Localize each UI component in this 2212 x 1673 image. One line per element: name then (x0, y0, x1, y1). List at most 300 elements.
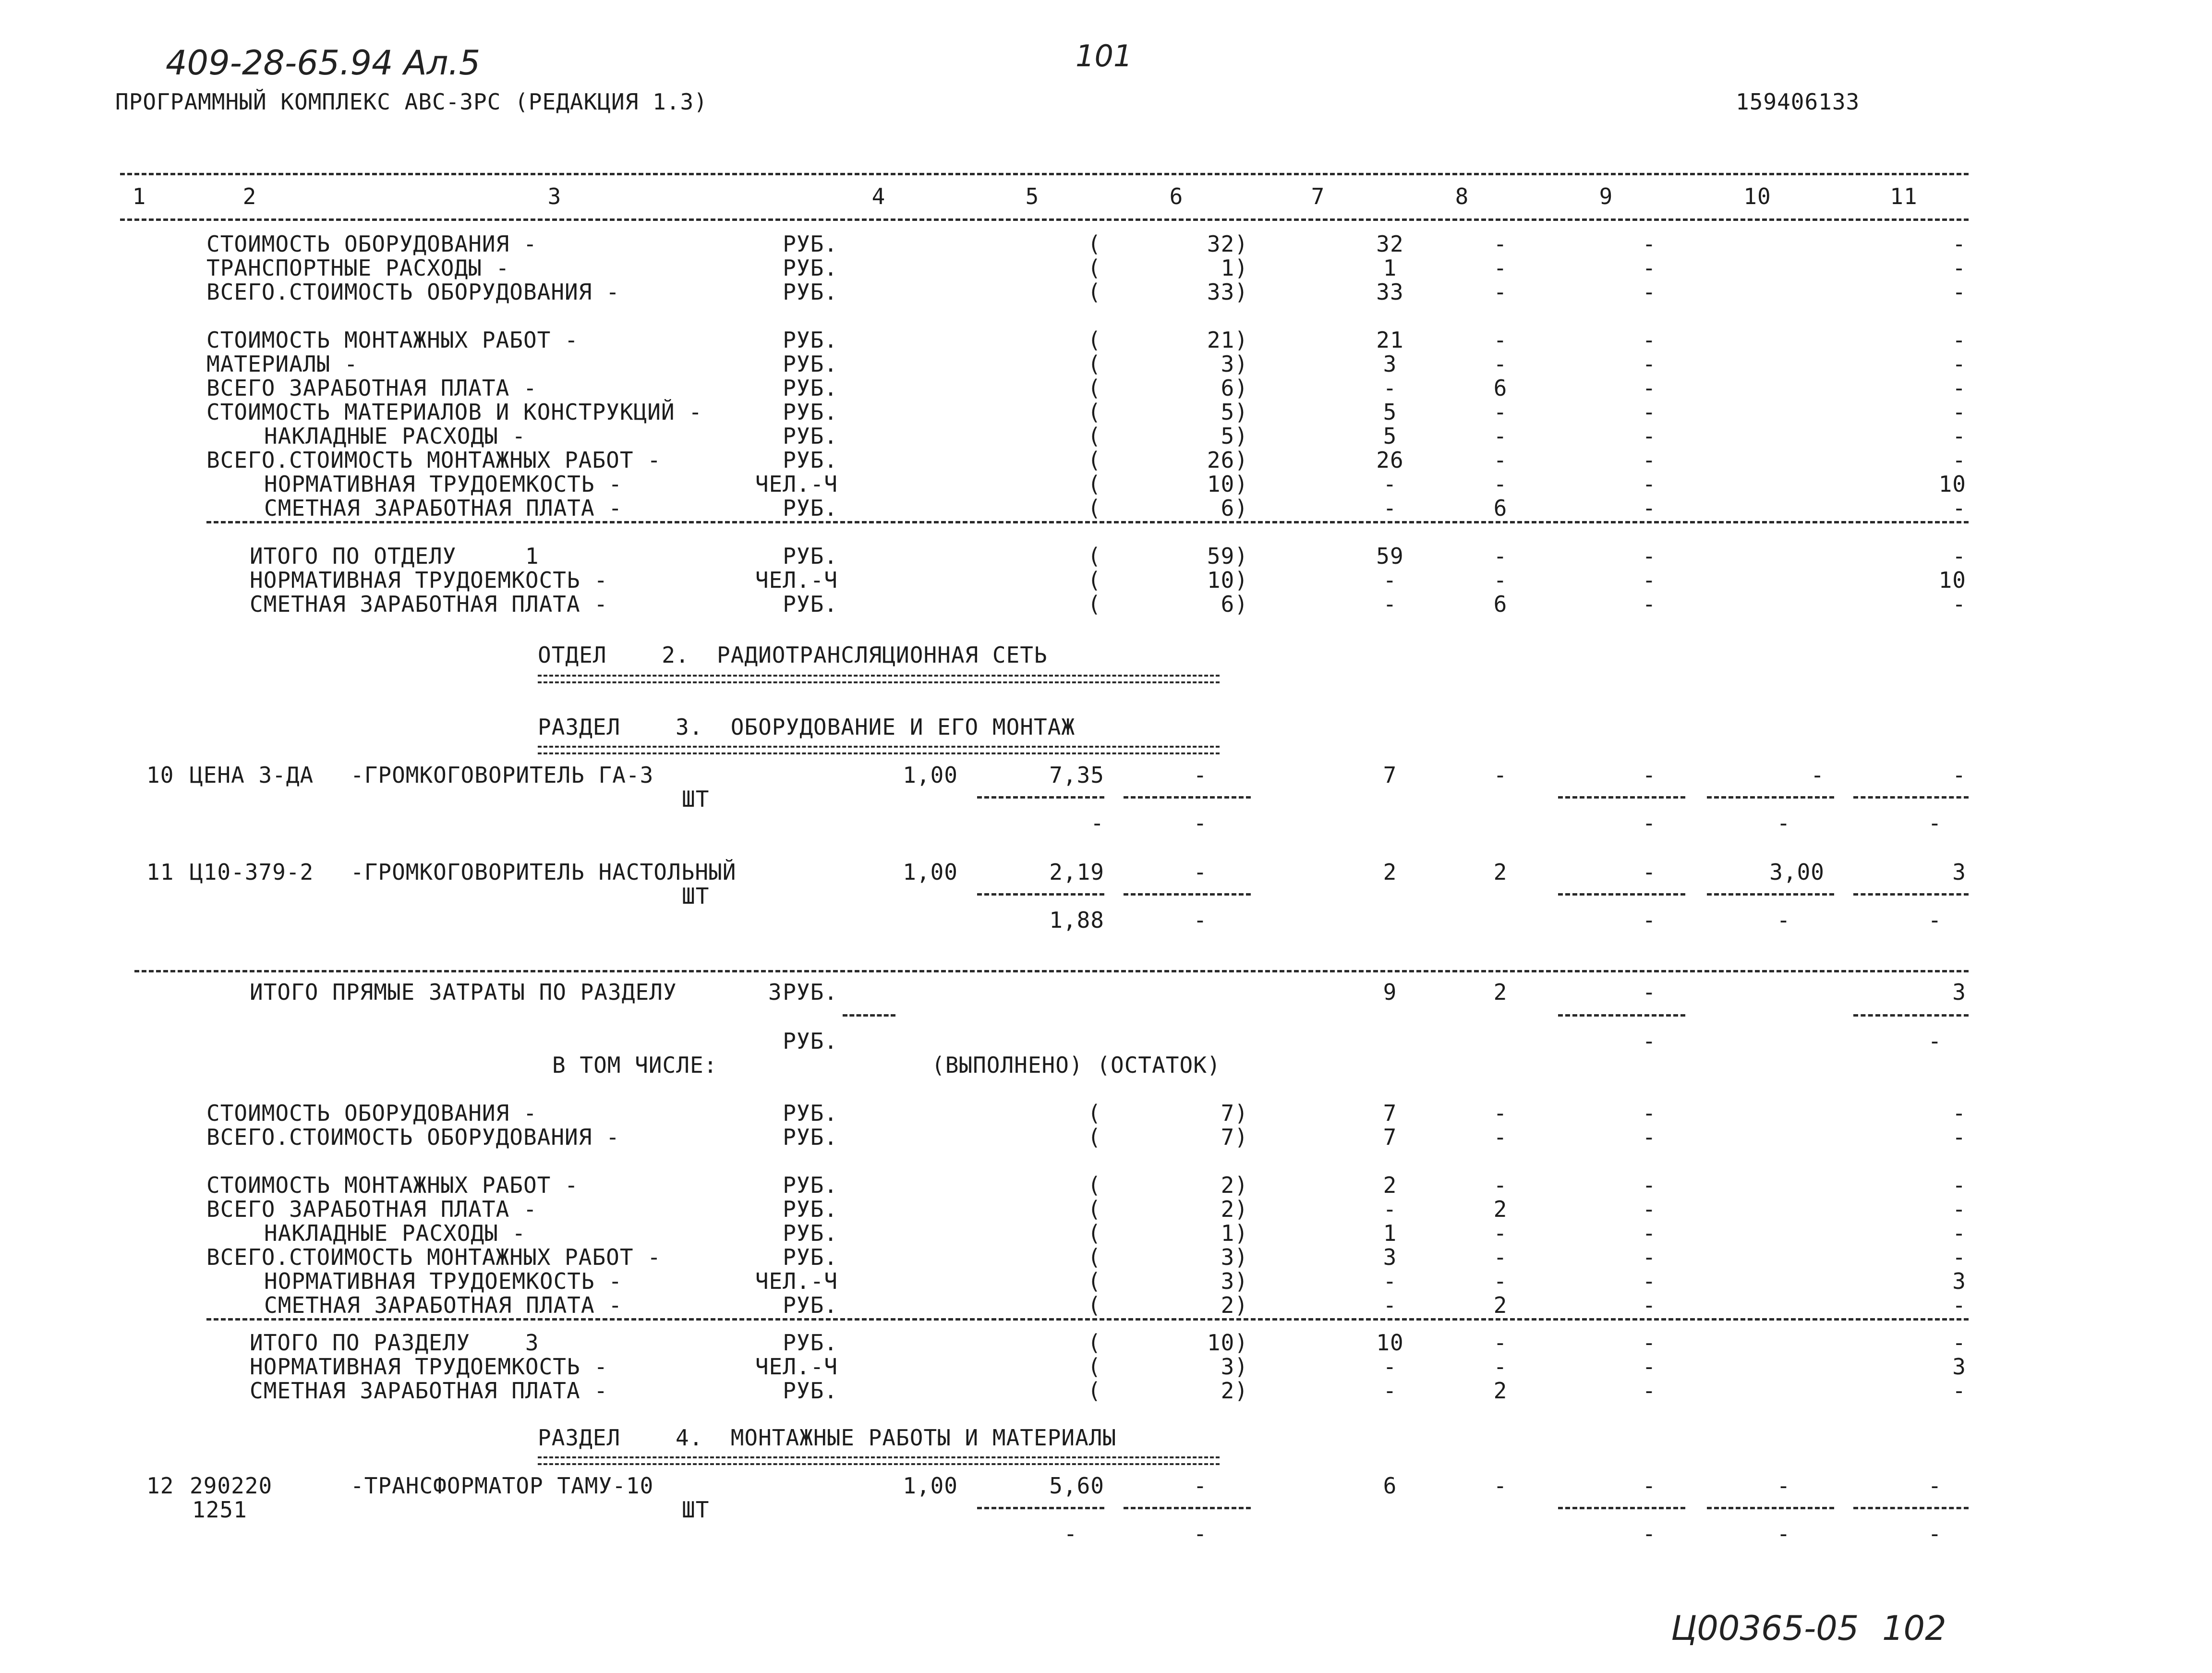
summary-row-col8: - (1493, 255, 1508, 281)
summary-row-col9: - (1642, 543, 1656, 569)
item-col9-rule (1558, 796, 1685, 799)
summary-row-unit: РУБ. (783, 1124, 838, 1150)
item-12-col11-second: - (1928, 1521, 1942, 1547)
summary-row-col6: 2) (1221, 1292, 1248, 1318)
summary-row-label: ИТОГО ПО ОТДЕЛУ 1 (250, 543, 539, 569)
item-12-col10-rule (1707, 1507, 1834, 1509)
item-col10-second: - (1777, 907, 1791, 933)
item-12-col11: - (1928, 1473, 1942, 1499)
direct-costs-label: ИТОГО ПРЯМЫЕ ЗАТРАТЫ ПО РАЗДЕЛУ (250, 979, 677, 1005)
in-that-number-label: В ТОМ ЧИСЛЕ: (552, 1052, 718, 1078)
item-col9-second: - (1642, 907, 1656, 933)
summary-row-unit: РУБ. (783, 495, 838, 521)
item-col8: 2 (1493, 859, 1508, 885)
item-col11: - (1952, 762, 1966, 788)
summary-row-col9: - (1642, 399, 1656, 425)
summary-row-label: ВСЕГО.СТОИМОСТЬ ОБОРУДОВАНИЯ - (206, 1124, 620, 1150)
summary-row-col8: 6 (1493, 591, 1508, 617)
summary-row-col6: 21) (1207, 327, 1248, 353)
column-header-10: 10 (1743, 183, 1771, 209)
summary-row-col6: 3) (1221, 1354, 1248, 1380)
summary-row-col7: 2 (1383, 1172, 1397, 1198)
summary-row-col8: - (1493, 1172, 1508, 1198)
summary-row-col9: - (1642, 1196, 1656, 1222)
summary-row-col7: 59 (1376, 543, 1404, 569)
column-header-8: 8 (1455, 183, 1469, 209)
item-col9-rule (1558, 893, 1685, 896)
summary-row-col9: - (1642, 1330, 1656, 1356)
item-12-name: -ТРАНСФОРМАТОР ТАМУ-10 (351, 1473, 654, 1499)
razdel-4-underline (538, 1456, 1220, 1465)
summary-row-label: ВСЕГО.СТОИМОСТЬ МОНТАЖНЫХ РАБОТ - (206, 447, 661, 473)
item-12-col8: - (1493, 1473, 1508, 1499)
summary-row-label: НАКЛАДНЫЕ РАСХОДЫ - (264, 423, 526, 449)
handwritten-bottom-page: 102 (1882, 1609, 1946, 1648)
item-price: 2,19 (1049, 859, 1104, 885)
summary-row-label: ВСЕГО.СТОИМОСТЬ ОБОРУДОВАНИЯ - (206, 279, 620, 305)
summary-row-col6: 7) (1221, 1100, 1248, 1126)
summary-row-col6: 3) (1221, 1244, 1248, 1270)
direct-costs-col11-second: - (1928, 1028, 1942, 1054)
summary-row-unit: ЧЕЛ.-Ч (755, 1354, 838, 1380)
summary-row-col11: - (1952, 327, 1966, 353)
item-unit: ШТ (682, 786, 710, 812)
item-col10-rule (1707, 893, 1834, 896)
item-col6: - (1193, 762, 1208, 788)
summary-row-col9: - (1642, 351, 1656, 377)
column-header-9: 9 (1599, 183, 1613, 209)
item-12-col11-rule (1853, 1507, 1969, 1509)
summary-row-paren: ( (1088, 591, 1101, 617)
summary-row-unit: РУБ. (783, 1330, 838, 1356)
header-rule-bottom (120, 218, 1969, 221)
razdel-4-heading: РАЗДЕЛ 4. МОНТАЖНЫЕ РАБОТЫ И МАТЕРИАЛЫ (538, 1425, 1117, 1451)
summary-row-paren: ( (1088, 1124, 1101, 1150)
item-price-rule (977, 893, 1104, 896)
total-rule-2 (206, 1318, 1969, 1321)
summary-row-unit: РУБ. (783, 327, 838, 353)
summary-row-col8: - (1493, 1268, 1508, 1294)
summary-row-label: СМЕТНАЯ ЗАРАБОТНАЯ ПЛАТА - (264, 1292, 623, 1318)
summary-row-col11: - (1952, 495, 1966, 521)
summary-row-unit: РУБ. (783, 1100, 838, 1126)
summary-row-col7: 32 (1376, 231, 1404, 257)
summary-row-col7: 7 (1383, 1100, 1397, 1126)
summary-row-unit: РУБ. (783, 1292, 838, 1318)
summary-row-col7: 7 (1383, 1124, 1397, 1150)
summary-row-col6: 7) (1221, 1124, 1248, 1150)
summary-row-col11: - (1952, 543, 1966, 569)
summary-row-unit: РУБ. (783, 351, 838, 377)
summary-row-paren: ( (1088, 399, 1101, 425)
item-12-col6-rule (1124, 1507, 1251, 1509)
item-code: Ц10-379-2 (190, 859, 314, 885)
summary-row-col6: 32) (1207, 231, 1248, 257)
summary-row-unit: РУБ. (783, 399, 838, 425)
summary-row-col7: - (1383, 1354, 1397, 1380)
column-header-1: 1 (132, 183, 146, 209)
summary-row-paren: ( (1088, 231, 1101, 257)
summary-row-col6: 5) (1221, 399, 1248, 425)
summary-row-col6: 10) (1207, 471, 1248, 497)
summary-row-col11: - (1952, 1172, 1966, 1198)
completed-remaining-label: (ВЫПОЛНЕНО) (ОСТАТОК) (931, 1052, 1221, 1078)
item-12-quantity: 1,00 (903, 1473, 958, 1499)
item-col6-second: - (1193, 907, 1208, 933)
item-number: 11 (146, 859, 174, 885)
direct-costs-col8: 2 (1493, 979, 1508, 1005)
summary-row-col7: 26 (1376, 447, 1404, 473)
summary-row-col7: - (1383, 1196, 1397, 1222)
summary-row-label: НОРМАТИВНАЯ ТРУДОЕМКОСТЬ - (264, 471, 623, 497)
item-col6-rule (1124, 893, 1251, 896)
item-12-col6: - (1193, 1473, 1208, 1499)
summary-row-col7: - (1383, 1378, 1397, 1404)
summary-row-col11: - (1952, 399, 1966, 425)
total-rule-1 (206, 521, 1969, 523)
summary-row-col9: - (1642, 471, 1656, 497)
summary-row-col7: 5 (1383, 399, 1397, 425)
summary-row-col8: - (1493, 1244, 1508, 1270)
header-rule-top (120, 173, 1969, 175)
summary-row-col11: - (1952, 1196, 1966, 1222)
summary-row-unit: РУБ. (783, 1172, 838, 1198)
column-header-11: 11 (1890, 183, 1918, 209)
summary-row-col6: 1) (1221, 255, 1248, 281)
summary-row-col7: 5 (1383, 423, 1397, 449)
item-price-second: - (1090, 810, 1104, 836)
summary-row-col8: - (1493, 1330, 1508, 1356)
column-header-4: 4 (871, 183, 886, 209)
summary-row-col11: 3 (1952, 1354, 1966, 1380)
item-12-col6-second: - (1193, 1521, 1208, 1547)
summary-row-col6: 33) (1207, 279, 1248, 305)
summary-row-col8: 6 (1493, 495, 1508, 521)
summary-row-unit: РУБ. (783, 1220, 838, 1246)
summary-row-col6: 26) (1207, 447, 1248, 473)
summary-row-col6: 6) (1221, 375, 1248, 401)
column-header-2: 2 (242, 183, 257, 209)
summary-row-col7: 3 (1383, 1244, 1397, 1270)
item-col11: 3 (1952, 859, 1966, 885)
summary-row-paren: ( (1088, 255, 1101, 281)
summary-row-col8: - (1493, 543, 1508, 569)
summary-row-col11: - (1952, 423, 1966, 449)
summary-row-label: НОРМАТИВНАЯ ТРУДОЕМКОСТЬ - (264, 1268, 623, 1294)
summary-row-unit: РУБ. (783, 375, 838, 401)
item-col11-rule (1853, 893, 1969, 896)
summary-row-col7: - (1383, 591, 1397, 617)
summary-row-col6: 5) (1221, 423, 1248, 449)
summary-row-paren: ( (1088, 375, 1101, 401)
summary-row-col8: 2 (1493, 1292, 1508, 1318)
summary-row-col11: - (1952, 231, 1966, 257)
summary-row-col7: 21 (1376, 327, 1404, 353)
summary-row-col11: - (1952, 1244, 1966, 1270)
summary-row-col11: - (1952, 447, 1966, 473)
item-12-price-second: - (1064, 1521, 1078, 1547)
summary-row-col11: - (1952, 1100, 1966, 1126)
direct-costs-unit-rule (843, 1014, 895, 1017)
summary-row-unit: РУБ. (783, 591, 838, 617)
summary-row-col7: 3 (1383, 351, 1397, 377)
program-title: ПРОГРАММНЫЙ КОМПЛЕКС АВС-3РС (РЕДАКЦИЯ 1.3) (115, 89, 708, 115)
summary-row-col9: - (1642, 1172, 1656, 1198)
summary-row-col9: - (1642, 1268, 1656, 1294)
summary-row-col9: - (1642, 495, 1656, 521)
handwritten-document-code: 409-28-65.94 Ал.5 (166, 43, 481, 83)
summary-row-col7: - (1383, 495, 1397, 521)
summary-row-col8: 6 (1493, 375, 1508, 401)
summary-row-label: НОРМАТИВНАЯ ТРУДОЕМКОСТЬ - (250, 1354, 608, 1380)
summary-row-label: ИТОГО ПО РАЗДЕЛУ 3 (250, 1330, 539, 1356)
document-number: 159406133 (1736, 89, 1860, 115)
summary-row-paren: ( (1088, 279, 1101, 305)
summary-row-col11: 3 (1952, 1268, 1966, 1294)
column-header-7: 7 (1311, 183, 1325, 209)
summary-row-col9: - (1642, 447, 1656, 473)
item-12-col7: 6 (1383, 1473, 1397, 1499)
summary-row-col7: - (1383, 567, 1397, 593)
summary-row-col6: 2) (1221, 1172, 1248, 1198)
summary-row-unit: ЧЕЛ.-Ч (755, 567, 838, 593)
summary-row-paren: ( (1088, 447, 1101, 473)
razdel-3-underline (538, 746, 1220, 754)
direct-costs-col9: - (1642, 979, 1656, 1005)
summary-row-col9: - (1642, 1378, 1656, 1404)
summary-row-label: СМЕТНАЯ ЗАРАБОТНАЯ ПЛАТА - (250, 591, 608, 617)
summary-row-paren: ( (1088, 567, 1101, 593)
item-12-price: 5,60 (1049, 1473, 1104, 1499)
summary-row-label: ВСЕГО.СТОИМОСТЬ МОНТАЖНЫХ РАБОТ - (206, 1244, 661, 1270)
summary-row-col7: 1 (1383, 1220, 1397, 1246)
item-quantity: 1,00 (903, 762, 958, 788)
summary-row-col9: - (1642, 327, 1656, 353)
item-col8: - (1493, 762, 1508, 788)
summary-row-paren: ( (1088, 327, 1101, 353)
summary-row-paren: ( (1088, 495, 1101, 521)
direct-costs-unit: РУБ. (783, 979, 838, 1005)
summary-row-paren: ( (1088, 1172, 1101, 1198)
item-12-col9: - (1642, 1473, 1656, 1499)
summary-row-paren: ( (1088, 1244, 1101, 1270)
item-12-code: 290220 (190, 1473, 273, 1499)
summary-row-col11: - (1952, 1220, 1966, 1246)
summary-row-paren: ( (1088, 1292, 1101, 1318)
item-col11-second: - (1928, 907, 1942, 933)
summary-row-unit: РУБ. (783, 543, 838, 569)
otdel-2-heading: ОТДЕЛ 2. РАДИОТРАНСЛЯЦИОННАЯ СЕТЬ (538, 642, 1048, 668)
item-col6: - (1193, 859, 1208, 885)
summary-row-paren: ( (1088, 543, 1101, 569)
summary-row-col9: - (1642, 279, 1656, 305)
summary-row-col7: 33 (1376, 279, 1404, 305)
summary-row-paren: ( (1088, 1100, 1101, 1126)
summary-row-unit: ЧЕЛ.-Ч (755, 1268, 838, 1294)
item-price-second: 1,88 (1049, 907, 1104, 933)
summary-row-unit: ЧЕЛ.-Ч (755, 471, 838, 497)
handwritten-page-number: 101 (1076, 38, 1133, 73)
summary-row-paren: ( (1088, 1378, 1101, 1404)
summary-row-unit: РУБ. (783, 1196, 838, 1222)
summary-row-col8: - (1493, 567, 1508, 593)
summary-row-label: ТРАНСПОРТНЫЕ РАСХОДЫ - (206, 255, 510, 281)
item-12-number: 12 (146, 1473, 174, 1499)
summary-row-unit: РУБ. (783, 1244, 838, 1270)
item-col9: - (1642, 859, 1656, 885)
item-quantity: 1,00 (903, 859, 958, 885)
summary-row-label: СМЕТНАЯ ЗАРАБОТНАЯ ПЛАТА - (264, 495, 623, 521)
summary-row-col9: - (1642, 567, 1656, 593)
summary-row-col8: - (1493, 327, 1508, 353)
summary-row-col11: 10 (1938, 567, 1966, 593)
summary-row-label: СТОИМОСТЬ МОНТАЖНЫХ РАБОТ - (206, 1172, 579, 1198)
item-12-col9-second: - (1642, 1521, 1656, 1547)
summary-row-col6: 2) (1221, 1378, 1248, 1404)
item-12-col10: - (1777, 1473, 1791, 1499)
summary-row-col6: 6) (1221, 495, 1248, 521)
summary-row-col8: - (1493, 1100, 1508, 1126)
item-col9: - (1642, 762, 1656, 788)
summary-row-col8: - (1493, 471, 1508, 497)
summary-row-col8: 2 (1493, 1378, 1508, 1404)
summary-row-label: НОРМАТИВНАЯ ТРУДОЕМКОСТЬ - (250, 567, 608, 593)
item-number: 10 (146, 762, 174, 788)
item-col10: 3,00 (1769, 859, 1825, 885)
item-12-col10-second: - (1777, 1521, 1791, 1547)
summary-row-col7: - (1383, 375, 1397, 401)
summary-row-col11: - (1952, 1330, 1966, 1356)
summary-row-col6: 3) (1221, 1268, 1248, 1294)
summary-row-label: ВСЕГО ЗАРАБОТНАЯ ПЛАТА - (206, 1196, 537, 1222)
summary-row-col7: - (1383, 1268, 1397, 1294)
summary-row-col8: - (1493, 399, 1508, 425)
summary-row-paren: ( (1088, 423, 1101, 449)
item-code: ЦЕНА 3-ДА (190, 762, 314, 788)
item-col9-second: - (1642, 810, 1656, 836)
direct-costs-col9-second: - (1642, 1028, 1656, 1054)
summary-row-col8: - (1493, 423, 1508, 449)
summary-row-unit: РУБ. (783, 423, 838, 449)
direct-costs-col11: 3 (1952, 979, 1966, 1005)
summary-row-unit: РУБ. (783, 255, 838, 281)
summary-row-col8: 2 (1493, 1196, 1508, 1222)
summary-row-col9: - (1642, 375, 1656, 401)
summary-row-unit: РУБ. (783, 1378, 838, 1404)
summary-row-col7: - (1383, 1292, 1397, 1318)
summary-row-col6: 6) (1221, 591, 1248, 617)
summary-row-col9: - (1642, 1292, 1656, 1318)
item-12-price-rule (977, 1507, 1104, 1509)
direct-costs-unit-second: РУБ. (783, 1028, 838, 1054)
direct-costs-col11-rule (1853, 1014, 1969, 1017)
summary-row-label: НАКЛАДНЫЕ РАСХОДЫ - (264, 1220, 526, 1246)
summary-row-col7: - (1383, 471, 1397, 497)
column-header-6: 6 (1169, 183, 1184, 209)
direct-costs-col9-rule (1558, 1014, 1685, 1017)
item-price-rule (977, 796, 1104, 799)
column-header-5: 5 (1025, 183, 1040, 209)
summary-row-unit: РУБ. (783, 231, 838, 257)
summary-row-col8: - (1493, 231, 1508, 257)
column-header-3: 3 (547, 183, 562, 209)
summary-row-col9: - (1642, 591, 1656, 617)
summary-row-paren: ( (1088, 1196, 1101, 1222)
summary-row-col9: - (1642, 1244, 1656, 1270)
summary-row-col9: - (1642, 255, 1656, 281)
item-name: -ГРОМКОГОВОРИТЕЛЬ НАСТОЛЬНЫЙ (351, 859, 737, 885)
summary-row-label: СТОИМОСТЬ МАТЕРИАЛОВ И КОНСТРУКЦИЙ - (206, 399, 702, 425)
summary-row-col8: - (1493, 351, 1508, 377)
summary-row-col11: - (1952, 255, 1966, 281)
otdel-2-underline (538, 675, 1220, 683)
razdel-3-heading: РАЗДЕЛ 3. ОБОРУДОВАНИЕ И ЕГО МОНТАЖ (538, 714, 1076, 740)
summary-row-paren: ( (1088, 1268, 1101, 1294)
item-col7: 7 (1383, 762, 1397, 788)
item-col10-second: - (1777, 810, 1791, 836)
summary-row-col6: 10) (1207, 567, 1248, 593)
item-col11-second: - (1928, 810, 1942, 836)
summary-row-label: МАТЕРИАЛЫ - (206, 351, 358, 377)
summary-row-label: СМЕТНАЯ ЗАРАБОТНАЯ ПЛАТА - (250, 1378, 608, 1404)
summary-row-col6: 3) (1221, 351, 1248, 377)
item-col6-rule (1124, 796, 1251, 799)
item-col7: 2 (1383, 859, 1397, 885)
summary-row-col6: 59) (1207, 543, 1248, 569)
summary-row-col8: - (1493, 1354, 1508, 1380)
item-name: -ГРОМКОГОВОРИТЕЛЬ ГА-3 (351, 762, 654, 788)
summary-row-label: СТОИМОСТЬ ОБОРУДОВАНИЯ - (206, 1100, 537, 1126)
summary-row-col8: - (1493, 447, 1508, 473)
item-unit: ШТ (682, 883, 710, 909)
summary-row-col9: - (1642, 1354, 1656, 1380)
summary-row-col8: - (1493, 1220, 1508, 1246)
summary-row-col11: - (1952, 591, 1966, 617)
direct-costs-col7: 9 (1383, 979, 1397, 1005)
summary-row-paren: ( (1088, 471, 1101, 497)
summary-row-col9: - (1642, 1124, 1656, 1150)
item-12-unit: ШТ (682, 1497, 710, 1523)
summary-row-col9: - (1642, 1100, 1656, 1126)
handwritten-archive-code: Ц00365-05 (1671, 1609, 1859, 1648)
item-price: 7,35 (1049, 762, 1104, 788)
item-col11-rule (1853, 796, 1969, 799)
summary-row-col7: 10 (1376, 1330, 1404, 1356)
direct-costs-rule (134, 970, 1969, 972)
item-col10: - (1811, 762, 1825, 788)
summary-row-col8: - (1493, 279, 1508, 305)
summary-row-col9: - (1642, 423, 1656, 449)
item-12-col9-rule (1558, 1507, 1685, 1509)
item-col10-rule (1707, 796, 1834, 799)
summary-row-paren: ( (1088, 1220, 1101, 1246)
summary-row-col11: - (1952, 351, 1966, 377)
summary-row-col6: 10) (1207, 1330, 1248, 1356)
summary-row-col11: - (1952, 1124, 1966, 1150)
item-12-code-line2: 1251 (192, 1497, 247, 1523)
summary-row-unit: РУБ. (783, 279, 838, 305)
summary-row-label: СТОИМОСТЬ МОНТАЖНЫХ РАБОТ - (206, 327, 579, 353)
summary-row-col9: - (1642, 1220, 1656, 1246)
summary-row-label: СТОИМОСТЬ ОБОРУДОВАНИЯ - (206, 231, 537, 257)
summary-row-paren: ( (1088, 351, 1101, 377)
summary-row-unit: РУБ. (783, 447, 838, 473)
summary-row-col11: 10 (1938, 471, 1966, 497)
summary-row-paren: ( (1088, 1354, 1101, 1380)
direct-costs-section: 3 (768, 979, 782, 1005)
summary-row-col6: 2) (1221, 1196, 1248, 1222)
summary-row-paren: ( (1088, 1330, 1101, 1356)
